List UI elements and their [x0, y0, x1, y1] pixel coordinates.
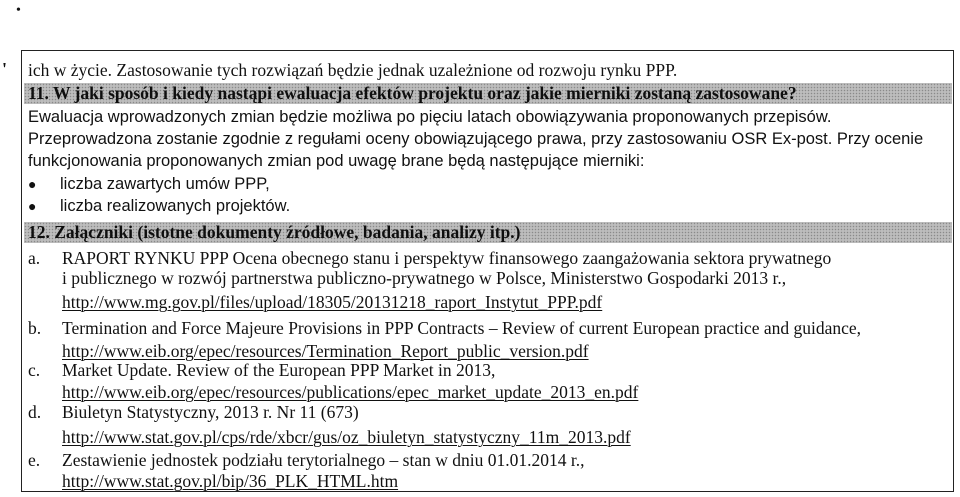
section-11-header [24, 83, 952, 104]
reference-link[interactable]: http://www.eib.org/epec/resources/publications/epec_market_update_2013_en.pdf [62, 382, 639, 402]
section-11-text-line: Przeprowadzona zostanie zgodnie z regułami oceny obowiązującego prawa, przy zastosowaniu OSR Ex-post. Przy ocenie [28, 130, 924, 148]
reference-marker: b. [28, 318, 42, 338]
reference-text-line: Termination and Force Majeure Provisions in PPP Contracts – Review of current European practice and guidance, [62, 318, 862, 338]
reference-text-line: Biuletyn Statystyczny, 2013 r. Nr 11 (673) [62, 402, 359, 422]
bullet-item [28, 174, 270, 194]
bullet-icon: ● [28, 176, 37, 192]
reference-text-line: Zestawienie jednostek podziału terytorialnego – stan w dniu 01.01.2014 r., [62, 450, 585, 470]
reference-text-line: Market Update. Review of the European PPP Market in 2013, [62, 360, 496, 380]
stray-dot: • [16, 3, 21, 18]
reference-text-line: RAPORT RYNKU PPP Ocena obecnego stanu i perspektyw finansowego zaangażowania sektora prywatnego [62, 248, 832, 268]
margin-mark: ' [2, 59, 8, 79]
section-12-heading: 12. Załączniki (istotne dokumenty źródłowe, badania, analizy itp.) [28, 222, 521, 242]
reference-marker: c. [28, 360, 41, 380]
section-12-header [24, 222, 952, 243]
section-11-heading: 11. W jaki sposób i kiedy nastąpi ewaluacja efektów projektu oraz jakie mierniki zostaną zastosowane? [28, 83, 797, 103]
bullet-text: liczba realizowanych projektów. [60, 197, 291, 215]
reference-link[interactable]: http://www.stat.gov.pl/bip/36_PLK_HTML.htm [62, 471, 399, 491]
reference-link[interactable]: http://www.stat.gov.pl/cps/rde/xbcr/gus/oz_biuletyn_statystyczny_11m_2013.pdf [62, 427, 631, 447]
reference-marker: a. [28, 248, 41, 268]
reference-marker: d. [28, 402, 42, 422]
reference-link[interactable]: http://www.eib.org/epec/resources/Termination_Report_public_version.pdf [62, 341, 589, 361]
bullet-text: liczba zawartych umów PPP, [60, 175, 270, 193]
reference-text-line: i publicznego w rozwój partnerstwa publiczno-prywatnego w Polsce, Ministerstwo Gospodarki 2013 r., [62, 268, 787, 288]
intro-text: ich w życie. Zastosowanie tych rozwiązań będzie jednak uzależnione od rozwoju rynku PPP. [28, 60, 678, 80]
bullet-item [28, 196, 290, 216]
reference-link[interactable]: http://www.mg.gov.pl/files/upload/18305/20131218_raport_Instytut_PPP.pdf [62, 292, 603, 312]
section-11-text-line: Ewaluacja wprowadzonych zmian będzie możliwa po pięciu latach obowiązywania proponowanych przepisów. [28, 108, 832, 126]
bullet-icon: ● [28, 198, 37, 214]
section-11-text-line: funkcjonowania proponowanych zmian pod uwagę brane będą następujące mierniki: [28, 152, 645, 170]
reference-marker: e. [28, 450, 41, 470]
